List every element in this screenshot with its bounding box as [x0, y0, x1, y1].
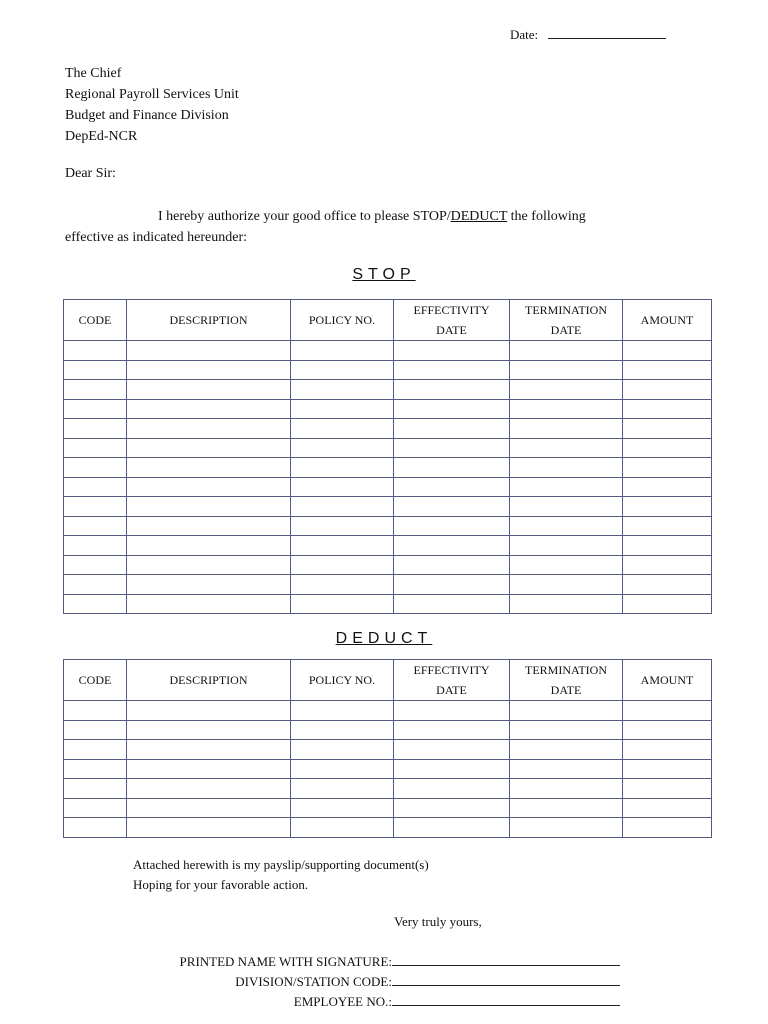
- header-policy-no: POLICY NO.: [291, 300, 394, 341]
- table-row: [64, 701, 712, 721]
- code-cell[interactable]: [64, 360, 127, 380]
- termination-date-cell[interactable]: [510, 701, 623, 721]
- description-cell[interactable]: [127, 701, 291, 721]
- termination-date-cell[interactable]: [510, 759, 623, 779]
- amount-cell[interactable]: [623, 399, 712, 419]
- closing-line: Hoping for your favorable action.: [133, 877, 309, 892]
- table-row: [64, 575, 712, 595]
- recipient-address: [65, 63, 239, 147]
- termination-date-cell[interactable]: [510, 341, 623, 361]
- header-termination-date: TERMINATION DATE: [510, 660, 623, 701]
- effectivity-date-cell[interactable]: [394, 477, 510, 497]
- amount-cell[interactable]: [623, 477, 712, 497]
- description-cell[interactable]: [127, 555, 291, 575]
- deduct-section-title: DEDUCT: [335, 630, 433, 647]
- code-cell[interactable]: [64, 779, 127, 799]
- amount-cell[interactable]: [623, 419, 712, 439]
- policy-no-cell[interactable]: [291, 419, 394, 439]
- effectivity-date-cell[interactable]: [394, 380, 510, 400]
- code-cell[interactable]: [64, 477, 127, 497]
- code-cell[interactable]: [64, 701, 127, 721]
- header-policy-no: POLICY NO.: [291, 660, 394, 701]
- table-row: [64, 555, 712, 575]
- policy-no-cell[interactable]: [291, 516, 394, 536]
- effectivity-date-cell[interactable]: [394, 555, 510, 575]
- amount-cell[interactable]: [623, 575, 712, 595]
- description-cell[interactable]: [127, 497, 291, 517]
- policy-no-cell[interactable]: [291, 341, 394, 361]
- stop-table: [63, 299, 712, 614]
- table-row: [64, 497, 712, 517]
- amount-cell[interactable]: [623, 516, 712, 536]
- table-row: [64, 740, 712, 760]
- deduct-table: [63, 659, 712, 838]
- header-termination-date: TERMINATION DATE: [510, 300, 623, 341]
- amount-cell[interactable]: [623, 720, 712, 740]
- policy-no-cell[interactable]: [291, 399, 394, 419]
- policy-no-cell[interactable]: [291, 594, 394, 614]
- description-cell[interactable]: [127, 419, 291, 439]
- table-row: [64, 759, 712, 779]
- termination-date-cell[interactable]: [510, 536, 623, 556]
- effectivity-date-cell[interactable]: [394, 798, 510, 818]
- code-cell[interactable]: [64, 555, 127, 575]
- header-effectivity-date: EFFECTIVITY DATE: [394, 660, 510, 701]
- code-cell[interactable]: [64, 380, 127, 400]
- termination-date-cell[interactable]: [510, 516, 623, 536]
- table-row: [64, 438, 712, 458]
- policy-no-cell[interactable]: [291, 818, 394, 838]
- amount-cell[interactable]: [623, 438, 712, 458]
- code-cell[interactable]: [64, 536, 127, 556]
- amount-cell[interactable]: [623, 594, 712, 614]
- description-cell[interactable]: [127, 477, 291, 497]
- termination-date-cell[interactable]: [510, 360, 623, 380]
- policy-no-cell[interactable]: [291, 575, 394, 595]
- code-cell[interactable]: [64, 419, 127, 439]
- effectivity-date-cell[interactable]: [394, 701, 510, 721]
- description-cell[interactable]: [127, 818, 291, 838]
- table-row: [64, 779, 712, 799]
- policy-no-cell[interactable]: [291, 497, 394, 517]
- code-cell[interactable]: [64, 497, 127, 517]
- termination-date-cell[interactable]: [510, 779, 623, 799]
- effectivity-date-cell[interactable]: [394, 341, 510, 361]
- policy-no-cell[interactable]: [291, 701, 394, 721]
- termination-date-cell[interactable]: [510, 380, 623, 400]
- description-cell[interactable]: [127, 360, 291, 380]
- amount-cell[interactable]: [623, 740, 712, 760]
- description-cell[interactable]: [127, 341, 291, 361]
- description-cell[interactable]: [127, 438, 291, 458]
- address-line: Regional Payroll Services Unit: [65, 87, 239, 102]
- division-code-line[interactable]: [392, 972, 620, 986]
- effectivity-date-cell[interactable]: [394, 360, 510, 380]
- policy-no-cell[interactable]: [291, 759, 394, 779]
- amount-cell[interactable]: [623, 497, 712, 517]
- code-cell[interactable]: [64, 798, 127, 818]
- header-amount: AMOUNT: [623, 300, 712, 341]
- effectivity-date-cell[interactable]: [394, 419, 510, 439]
- termination-date-cell[interactable]: [510, 458, 623, 478]
- description-cell[interactable]: [127, 798, 291, 818]
- termination-date-cell[interactable]: [510, 399, 623, 419]
- salutation: Dear Sir:: [65, 166, 116, 181]
- header-code: CODE: [64, 300, 127, 341]
- table-row: [64, 516, 712, 536]
- amount-cell[interactable]: [623, 458, 712, 478]
- termination-date-cell[interactable]: [510, 798, 623, 818]
- employee-no-label: EMPLOYEE NO.:: [293, 994, 392, 1009]
- description-cell[interactable]: [127, 740, 291, 760]
- employee-no-line[interactable]: [392, 992, 620, 1006]
- termination-date-cell[interactable]: [510, 818, 623, 838]
- policy-no-cell[interactable]: [291, 380, 394, 400]
- effectivity-date-cell[interactable]: [394, 438, 510, 458]
- valediction: Very truly yours,: [394, 914, 482, 929]
- termination-date-cell[interactable]: [510, 740, 623, 760]
- policy-no-cell[interactable]: [291, 477, 394, 497]
- table-row: [64, 818, 712, 838]
- table-row: [64, 798, 712, 818]
- effectivity-date-cell[interactable]: [394, 497, 510, 517]
- code-cell[interactable]: [64, 720, 127, 740]
- effectivity-date-cell[interactable]: [394, 594, 510, 614]
- date-blank-line[interactable]: [548, 26, 666, 39]
- division-code-label: DIVISION/STATION CODE:: [235, 974, 392, 989]
- description-cell[interactable]: [127, 759, 291, 779]
- amount-cell[interactable]: [623, 360, 712, 380]
- effectivity-date-cell[interactable]: [394, 740, 510, 760]
- stop-section-title: STOP: [352, 266, 416, 283]
- address-line: The Chief: [65, 66, 122, 81]
- effectivity-date-cell[interactable]: [394, 516, 510, 536]
- stop-table-body: [64, 341, 712, 614]
- termination-date-cell[interactable]: [510, 477, 623, 497]
- signature-name-field: [140, 952, 620, 970]
- termination-date-cell[interactable]: [510, 419, 623, 439]
- termination-date-cell[interactable]: [510, 594, 623, 614]
- table-row: [64, 477, 712, 497]
- termination-date-cell[interactable]: [510, 497, 623, 517]
- date-field: [510, 26, 666, 43]
- date-label: Date:: [510, 27, 539, 42]
- signature-name-label: PRINTED NAME WITH SIGNATURE:: [179, 954, 392, 969]
- description-cell[interactable]: [127, 779, 291, 799]
- description-cell[interactable]: [127, 594, 291, 614]
- amount-cell[interactable]: [623, 380, 712, 400]
- code-cell[interactable]: [64, 740, 127, 760]
- effectivity-date-cell[interactable]: [394, 458, 510, 478]
- amount-cell[interactable]: [623, 818, 712, 838]
- effectivity-date-cell[interactable]: [394, 536, 510, 556]
- amount-cell[interactable]: [623, 536, 712, 556]
- code-cell[interactable]: [64, 594, 127, 614]
- policy-no-cell[interactable]: [291, 536, 394, 556]
- address-line: Budget and Finance Division: [65, 108, 229, 123]
- code-cell[interactable]: [64, 341, 127, 361]
- policy-no-cell[interactable]: [291, 779, 394, 799]
- policy-no-cell[interactable]: [291, 720, 394, 740]
- header-effectivity-date: EFFECTIVITY DATE: [394, 300, 510, 341]
- termination-date-cell[interactable]: [510, 575, 623, 595]
- table-row: [64, 399, 712, 419]
- table-row: [64, 536, 712, 556]
- header-description: DESCRIPTION: [127, 660, 291, 701]
- closing-line: Attached herewith is my payslip/supporting document(s): [133, 857, 429, 872]
- description-cell[interactable]: [127, 536, 291, 556]
- deduct-table-body: [64, 701, 712, 838]
- code-cell[interactable]: [64, 759, 127, 779]
- effectivity-date-cell[interactable]: [394, 818, 510, 838]
- code-cell[interactable]: [64, 438, 127, 458]
- code-cell[interactable]: [64, 516, 127, 536]
- effectivity-date-cell[interactable]: [394, 575, 510, 595]
- table-row: [64, 419, 712, 439]
- body-text: effective as indicated hereunder:: [65, 230, 248, 245]
- policy-no-cell[interactable]: [291, 458, 394, 478]
- description-cell[interactable]: [127, 399, 291, 419]
- amount-cell[interactable]: [623, 798, 712, 818]
- table-row: [64, 720, 712, 740]
- body-text: I hereby authorize your good office to please STOP/: [158, 209, 451, 224]
- policy-no-cell[interactable]: [291, 555, 394, 575]
- amount-cell[interactable]: [623, 759, 712, 779]
- effectivity-date-cell[interactable]: [394, 399, 510, 419]
- signature-name-line[interactable]: [392, 952, 620, 966]
- description-cell[interactable]: [127, 458, 291, 478]
- authorization-paragraph: [65, 206, 665, 248]
- termination-date-cell[interactable]: [510, 720, 623, 740]
- code-cell[interactable]: [64, 399, 127, 419]
- header-description: DESCRIPTION: [127, 300, 291, 341]
- code-cell[interactable]: [64, 458, 127, 478]
- table-row: [64, 458, 712, 478]
- description-cell[interactable]: [127, 720, 291, 740]
- table-row: [64, 380, 712, 400]
- body-underlined-text: DEDUCT: [450, 209, 508, 224]
- amount-cell[interactable]: [623, 555, 712, 575]
- table-header-row: [64, 300, 712, 341]
- policy-no-cell[interactable]: [291, 360, 394, 380]
- header-code: CODE: [64, 660, 127, 701]
- closing-paragraph: [133, 855, 429, 895]
- description-cell[interactable]: [127, 575, 291, 595]
- amount-cell[interactable]: [623, 341, 712, 361]
- table-row: [64, 360, 712, 380]
- code-cell[interactable]: [64, 575, 127, 595]
- termination-date-cell[interactable]: [510, 438, 623, 458]
- division-code-field: [140, 972, 620, 990]
- table-header-row: [64, 660, 712, 701]
- effectivity-date-cell[interactable]: [394, 759, 510, 779]
- table-row: [64, 341, 712, 361]
- header-amount: AMOUNT: [623, 660, 712, 701]
- code-cell[interactable]: [64, 818, 127, 838]
- effectivity-date-cell[interactable]: [394, 779, 510, 799]
- description-cell[interactable]: [127, 516, 291, 536]
- employee-no-field: [140, 992, 620, 1010]
- termination-date-cell[interactable]: [510, 555, 623, 575]
- address-line: DepEd-NCR: [65, 129, 138, 144]
- amount-cell[interactable]: [623, 779, 712, 799]
- policy-no-cell[interactable]: [291, 438, 394, 458]
- policy-no-cell[interactable]: [291, 798, 394, 818]
- amount-cell[interactable]: [623, 701, 712, 721]
- body-text: the following: [507, 209, 586, 224]
- effectivity-date-cell[interactable]: [394, 720, 510, 740]
- table-row: [64, 594, 712, 614]
- policy-no-cell[interactable]: [291, 740, 394, 760]
- description-cell[interactable]: [127, 380, 291, 400]
